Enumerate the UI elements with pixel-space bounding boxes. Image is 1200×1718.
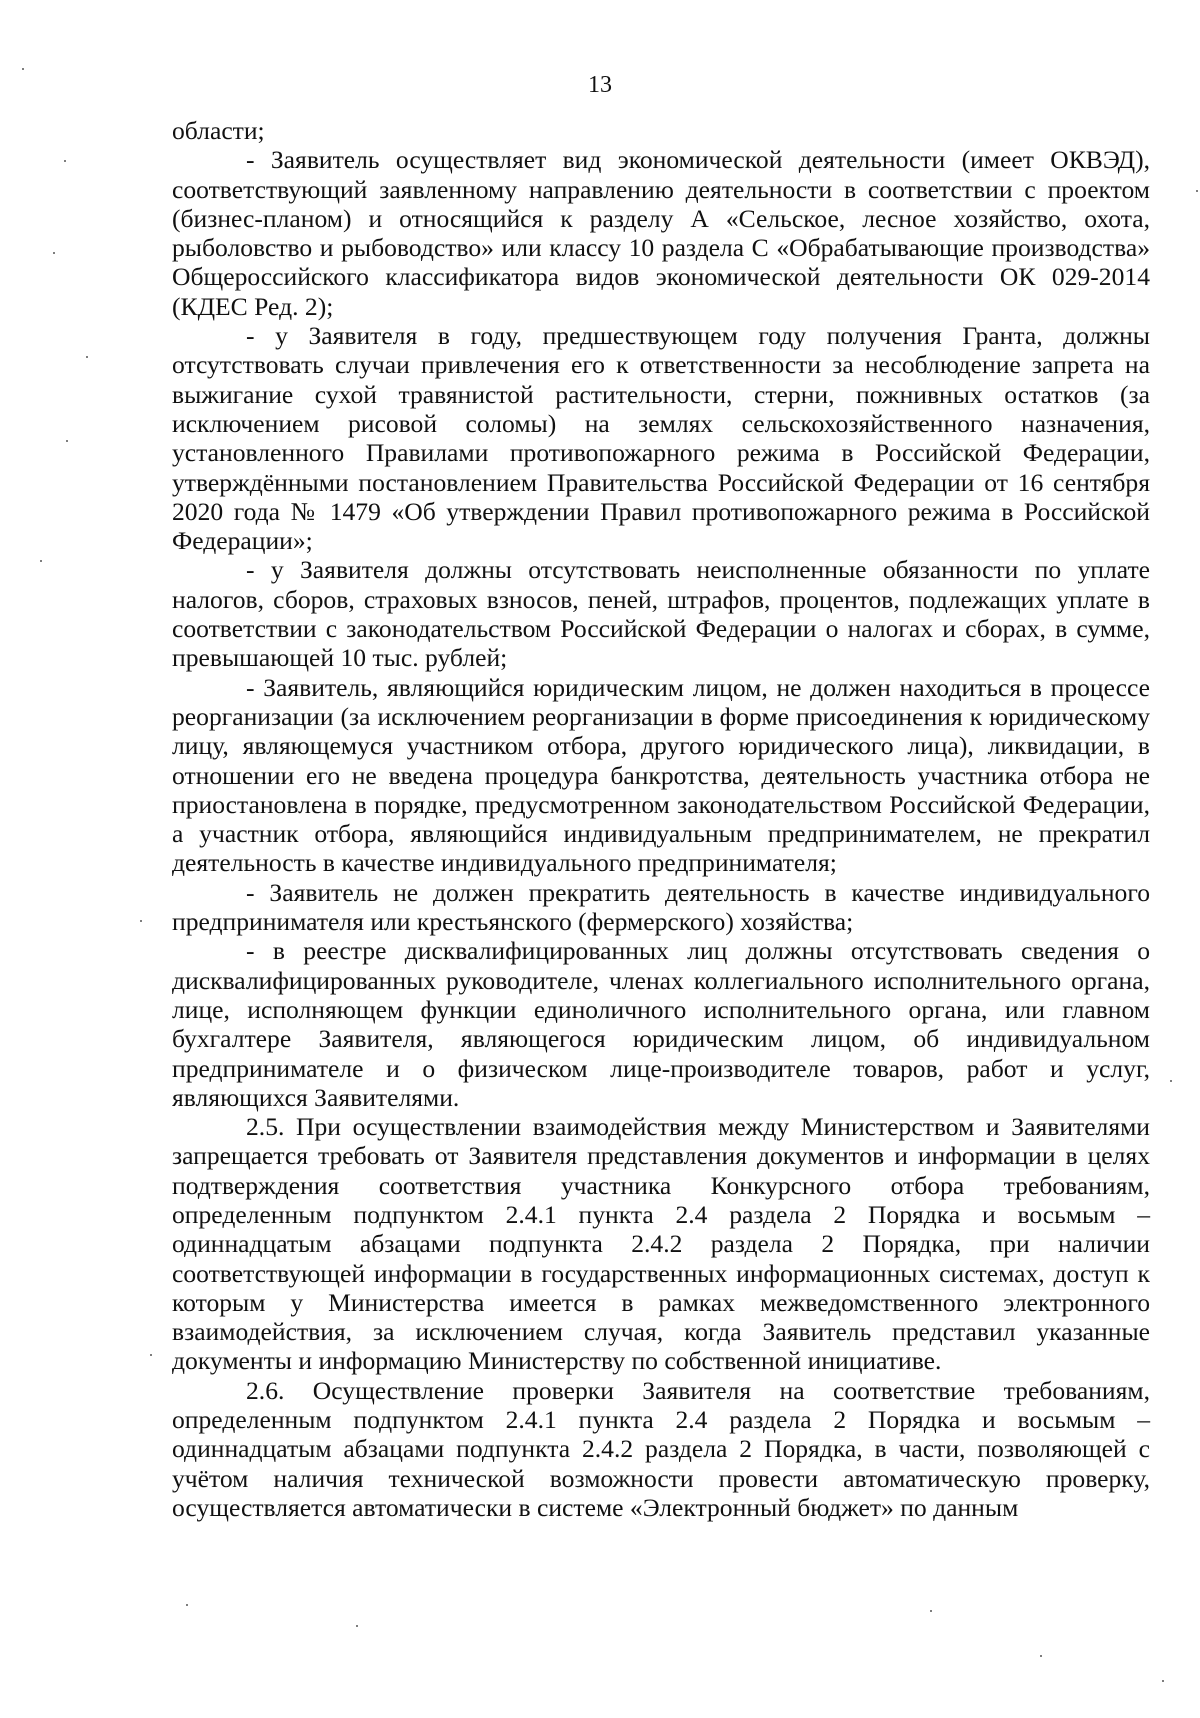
document-body — [172, 116, 1150, 1522]
paragraph: 2.6. Осуществление проверки Заявителя на соответствие требованиям, определенным подпунктом 2.4.1 пункта 2.4 раздела 2 Порядка и восьмым – одиннадцатым абзацами подпункта 2.4.2 раздела 2 Порядка, в части, позволяющей с учётом наличия технической возможности провести автоматическую проверку, осуществляется автоматически в системе «Электронный бюджет» по данным — [172, 1375, 1150, 1522]
paragraph: области; — [172, 116, 265, 145]
scan-speck — [930, 1610, 932, 1612]
scan-speck — [140, 920, 142, 922]
paragraph: - в реестре дисквалифицированных лиц должны отсутствовать сведения о дисквалифицированных руководителе, членах коллегиального исполнительного органа, лице, исполняющем функции единоличного исполнительного органа, или главном бухгалтере Заявителя, являющегося юридическим лицом, об индивидуальном предпринимателе и о физическом лице-производителе товаров, работ и услуг, являющихся Заявителями. — [172, 936, 1150, 1112]
scan-speck — [40, 560, 42, 562]
scan-speck — [1162, 1680, 1164, 1682]
scan-speck — [150, 1354, 152, 1356]
scan-speck — [86, 356, 88, 358]
scan-speck — [64, 160, 66, 162]
paragraph: - Заявитель, являющийся юридическим лицом, не должен находиться в процессе реорганизации (за исключением реорганизации в форме присоединения к юридическому лицу, являющемуся участником отбора, другого юридического лица), ликвидации, в отношении его не введена процедура банкротства, деятельность участника отбора не приостановлена в порядке, предусмотренном законодательством Российской Федерации, а участник отбора, являющийся индивидуальным предпринимателем, не прекратил деятельность в качестве индивидуального предпринимателя; — [172, 672, 1150, 878]
paragraph: - у Заявителя в году, предшествующем году получения Гранта, должны отсутствовать случаи привлечения его к ответственности за несоблюдение запрета на выжигание сухой травянистой растительности, стерни, пожнивных остатков (за исключением рисовой соломы) на землях сельскохозяйственного назначения, установленного Правилами противопожарного режима в Российской Федерации, утверждёнными постановлением Правительства Российской Федерации от 16 сентября 2020 года № 1479 «Об утверждении Правил противопожарного режима в Российской Федерации»; — [172, 321, 1150, 556]
scan-speck — [66, 440, 68, 442]
scan-speck — [53, 252, 55, 254]
paragraph: - у Заявителя должны отсутствовать неисполненные обязанности по уплате налогов, сборов, страховых взносов, пеней, штрафов, процентов, подлежащих уплате в соответствии с законодательством Российской Федерации о налогах и сборах, в сумме, превышающей 10 тыс. рублей; — [172, 555, 1150, 673]
paragraph: - Заявитель не должен прекратить деятельность в качестве индивидуального предпринимателя или крестьянского (фермерского) хозяйства; — [172, 877, 1150, 937]
scan-speck — [356, 1625, 358, 1627]
scan-speck — [22, 68, 24, 70]
scan-speck — [1170, 1080, 1172, 1082]
scan-speck — [186, 1604, 188, 1606]
page-number: 13 — [588, 72, 612, 98]
scan-speck — [1040, 1655, 1042, 1657]
paragraph: - Заявитель осуществляет вид экономической деятельности (имеет ОКВЭД), соответствующий заявленному направлению деятельности в соответствии с проектом (бизнес-планом) и относящийся к разделу А «Сельское, лесное хозяйство, охота, рыболовство и рыбоводство» или классу 10 раздела С «Обрабатывающие производства» Общероссийского классификатора видов экономической деятельности ОК 029-2014 (КДЕС Ред. 2); — [172, 145, 1150, 321]
paragraph: 2.5. При осуществлении взаимодействия между Министерством и Заявителями запрещается требовать от Заявителя представления документов и информации в целях подтверждения соответствия участника Конкурсного отбора требованиям, определенным подпунктом 2.4.1 пункта 2.4 раздела 2 Порядка и восьмым – одиннадцатым абзацами подпункта 2.4.2 раздела 2 Порядка, при наличии соответствующей информации в государственных информационных системах, доступ к которым у Министерства имеется в рамках межведомственного электронного взаимодействия, за исключением случая, когда Заявитель представил указанные документы и информацию Министерству по собственной инициативе. — [172, 1112, 1150, 1376]
scan-speck — [1196, 190, 1198, 192]
